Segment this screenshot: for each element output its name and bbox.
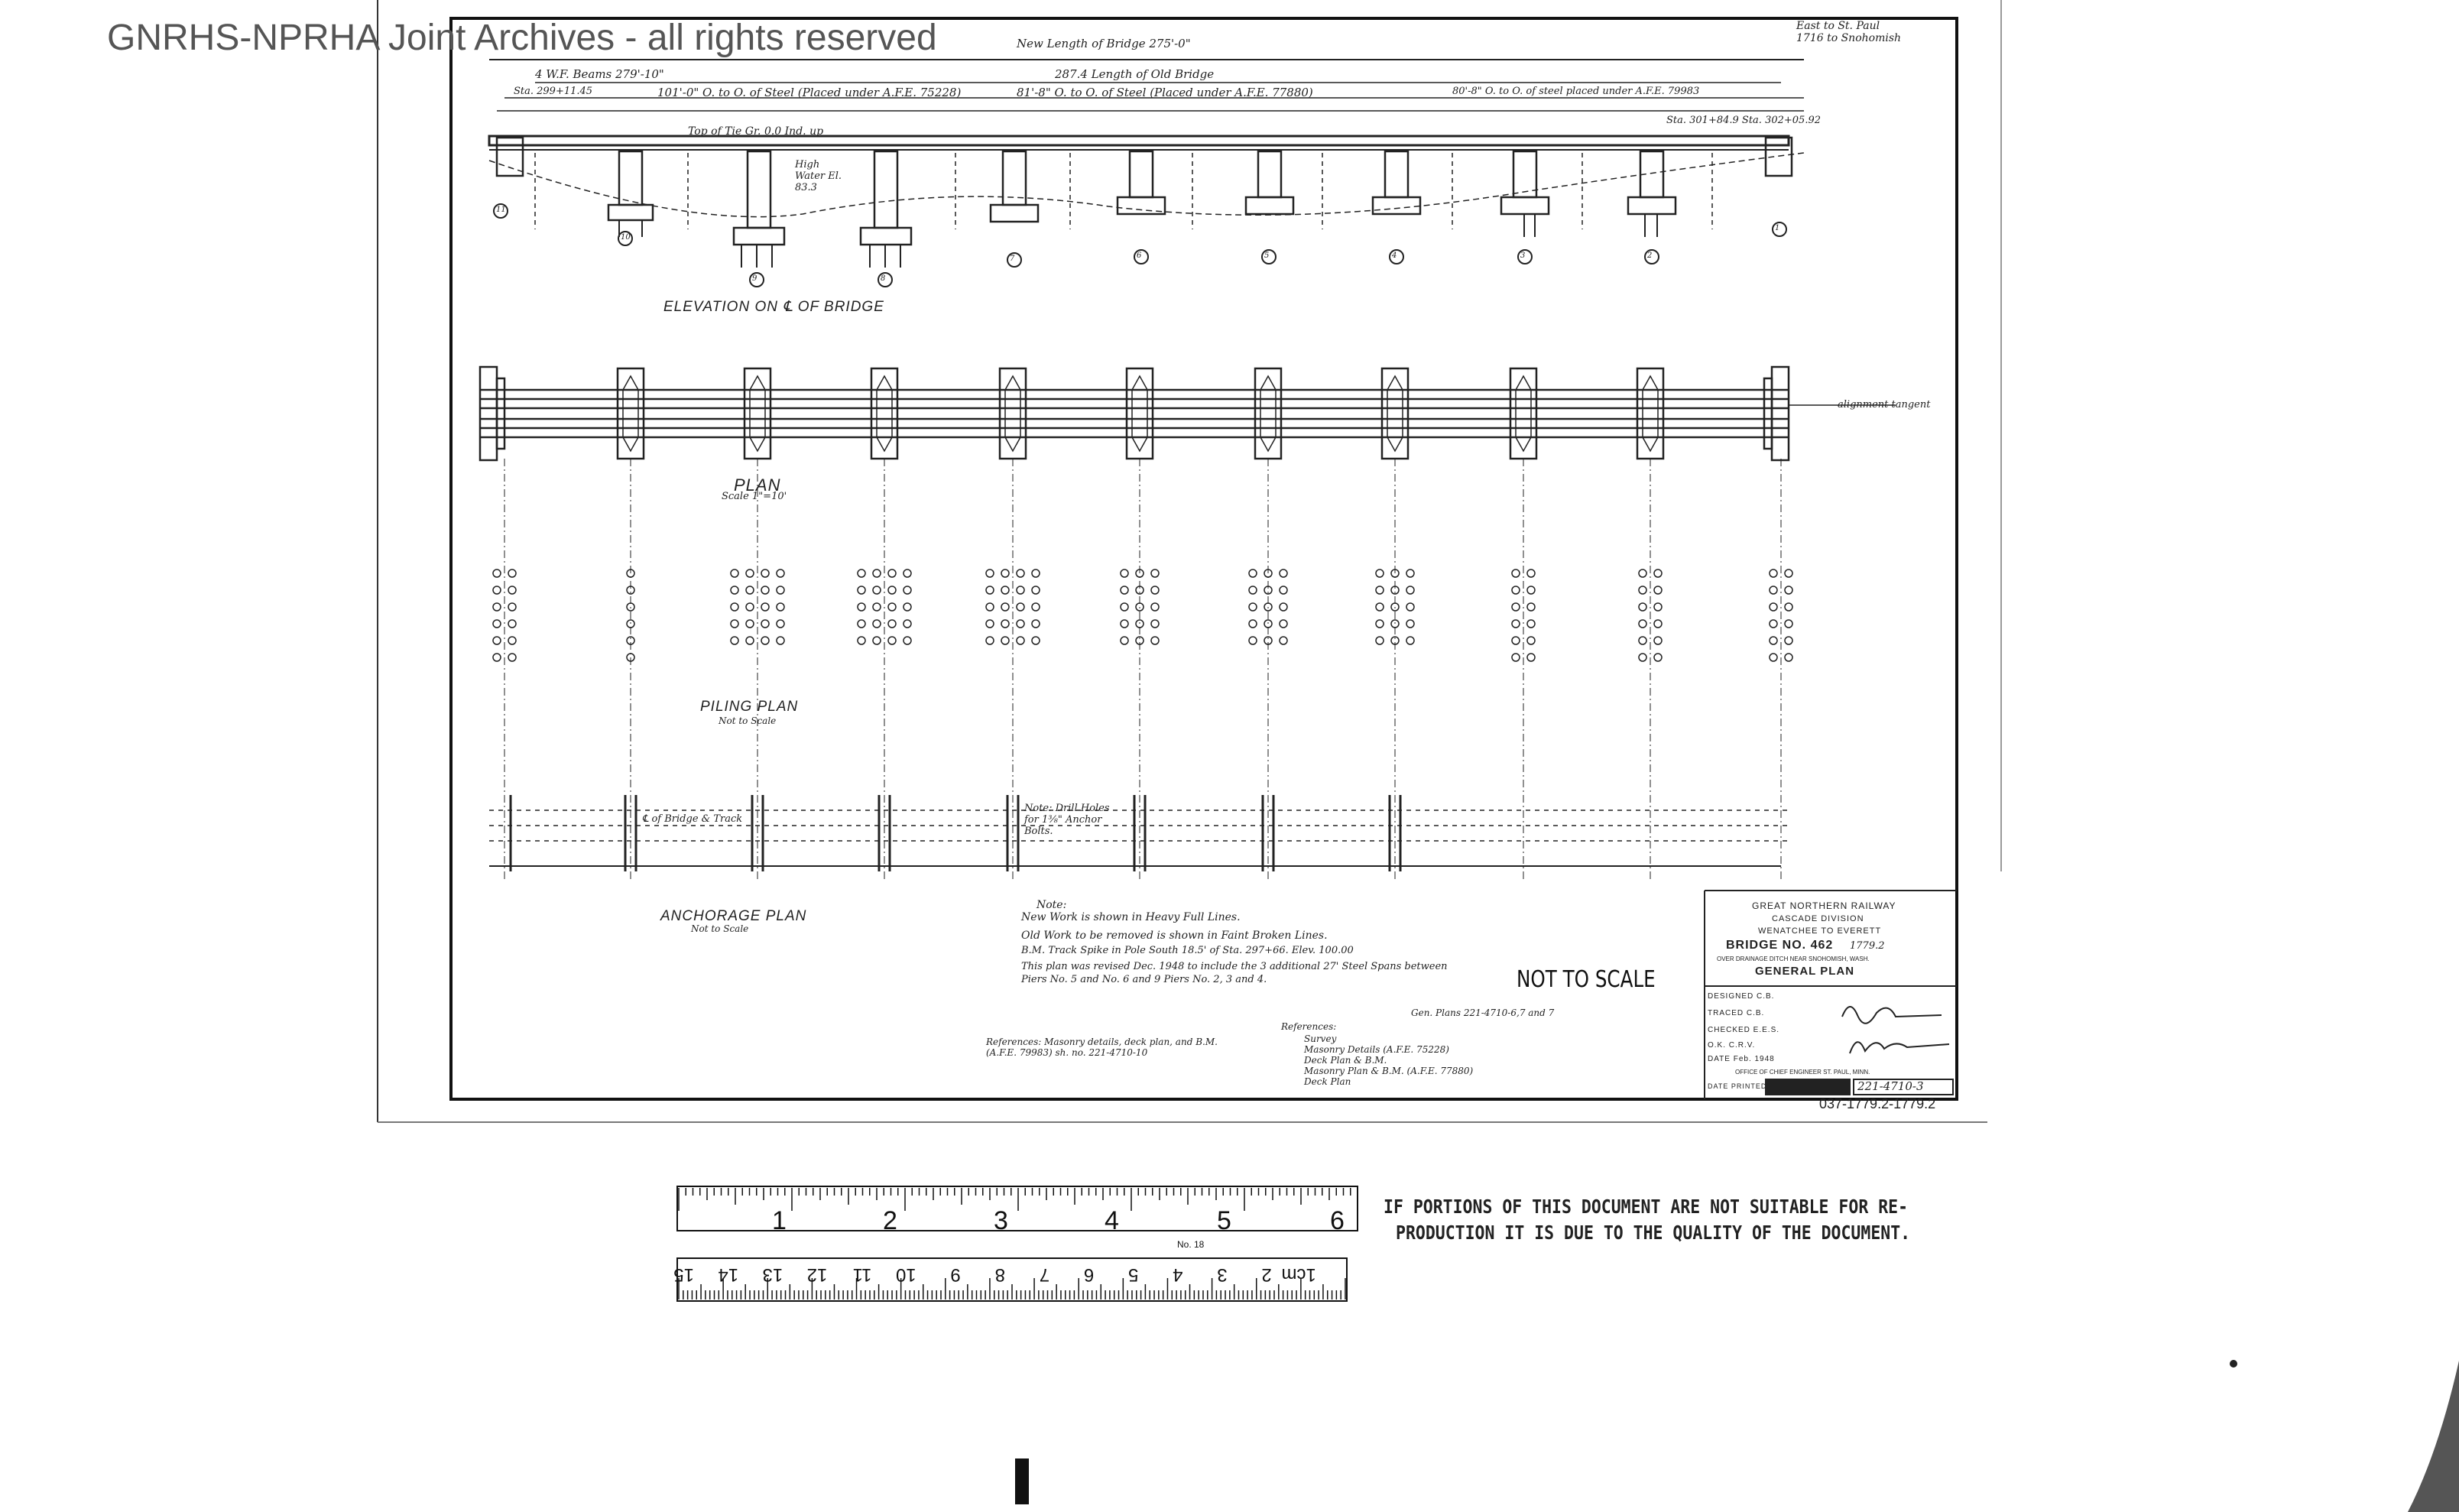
piling-plan-scale: Not to Scale	[719, 715, 777, 726]
ruler-cm-label: 15	[673, 1264, 694, 1285]
pier-number: 11	[496, 206, 506, 214]
ruler-cm-label: 6	[1083, 1264, 1095, 1285]
pier-number: 5	[1264, 251, 1270, 260]
ruler-cm-label: 2	[1261, 1264, 1272, 1285]
ruler-cm-label: 5	[1127, 1264, 1139, 1285]
ruler-inch-label: 6	[1330, 1206, 1345, 1235]
ruler-cm-label: 7	[1039, 1264, 1050, 1285]
steel-span-3: 80'-8" O. to O. of steel placed under A.F.E. 79983	[1452, 86, 1700, 97]
drawing-date: DATE Feb. 1948	[1708, 1055, 1775, 1063]
ruler-cm-label: 10	[895, 1264, 916, 1285]
date-printed-label: DATE PRINTED	[1708, 1082, 1767, 1090]
reference-item: Deck Plan	[1304, 1076, 1351, 1087]
pier-number: 2	[1647, 251, 1653, 260]
ruler-inch-label: 2	[883, 1206, 897, 1235]
anchorage-plan-title: ANCHORAGE PLAN	[660, 908, 807, 924]
not-to-scale-stamp: NOT TO SCALE	[1517, 966, 1656, 993]
anchorage-plan-scale: Not to Scale	[691, 923, 749, 934]
pier-number: 1	[1775, 224, 1780, 232]
new-length-label: New Length of Bridge 275'-0"	[1017, 37, 1191, 50]
note-new-work: New Work is shown in Heavy Full Lines.	[1021, 911, 1241, 923]
checked-by: CHECKED E.E.S.	[1708, 1026, 1780, 1034]
general-plan-label: GENERAL PLAN	[1755, 965, 1855, 978]
note-track-spike: B.M. Track Spike in Pole South 18.5' of Sta. 297+66. Elev. 100.00	[1021, 945, 1354, 956]
bridge-track-centerline: ℄ of Bridge & Track	[642, 813, 743, 825]
reference-item: Deck Plan & B.M.	[1304, 1055, 1387, 1066]
office-label: OFFICE OF CHIEF ENGINEER ST. PAUL, MINN.	[1735, 1069, 1870, 1076]
pier-number: 10	[621, 233, 631, 242]
plan-title: PLAN	[734, 475, 781, 495]
ok-by: O.K. C.R.V.	[1708, 1041, 1756, 1050]
high-water-label: High Water El. 83.3	[795, 159, 842, 193]
reference-sheets: Gen. Plans 221-4710-6,7 and 7	[1411, 1007, 1555, 1018]
ruler-cm-label: 12	[806, 1264, 828, 1285]
drawing-number: 221-4710-3	[1857, 1079, 1924, 1093]
ruler-mark: No. 18	[1177, 1239, 1205, 1250]
bridge-location: OVER DRAINAGE DITCH NEAR SNOHOMISH, WASH.	[1717, 956, 1870, 962]
quality-notice-line1: IF PORTIONS OF THIS DOCUMENT ARE NOT SUITABLE FOR RE-	[1384, 1196, 1909, 1218]
drill-holes-note: Note: Drill Holes for 1⅜" Anchor Bolts.	[1024, 803, 1110, 837]
station-left: Sta. 299+11.45	[514, 86, 593, 97]
top-of-tie-label: Top of Tie Gr. 0.0 Ind. up	[688, 125, 824, 138]
ruler-inch-label: 5	[1217, 1206, 1231, 1235]
steel-span-2: 81'-8" O. to O. of Steel (Placed under A.F.E. 77880)	[1017, 86, 1313, 99]
ruler-cm-label: 9	[950, 1264, 961, 1285]
reference-heading: References:	[1281, 1021, 1337, 1032]
pier-number: 7	[1010, 255, 1015, 263]
steel-span-1: 101'-0" O. to O. of Steel (Placed under A.F.E. 75228)	[657, 86, 962, 99]
alignment-tangent-label: alignment tangent	[1838, 399, 1931, 410]
ruler-cm-label: 8	[994, 1264, 1005, 1285]
traced-by: TRACED C.B.	[1708, 1009, 1765, 1017]
pier-number: 3	[1520, 251, 1526, 260]
beams-label: 4 W.F. Beams 279'-10"	[535, 67, 664, 81]
ruler-inch-label: 4	[1105, 1206, 1119, 1235]
document-id: 037-1779.2-1779.2	[1819, 1096, 1936, 1111]
ruler-cm-label: 11	[852, 1264, 872, 1285]
note-references: References: Masonry details, deck plan, and B.M. (A.F.E. 79983) sh. no. 221-4710-10	[986, 1037, 1218, 1058]
railway-name: GREAT NORTHERN RAILWAY	[1752, 900, 1896, 911]
bridge-number-suffix: 1779.2	[1850, 940, 1885, 952]
pier-number: 9	[752, 274, 757, 283]
reference-item: Survey	[1304, 1033, 1337, 1044]
elevation-title: ELEVATION ON ℄ OF BRIDGE	[663, 299, 884, 315]
ruler-cm-label: 1cm	[1281, 1264, 1316, 1285]
east-direction: East to St. Paul 1716 to Snohomish	[1796, 20, 1902, 44]
quality-notice-line2: PRODUCTION IT IS DUE TO THE QUALITY OF THE DOCUMENT.	[1396, 1222, 1911, 1244]
reference-item: Masonry Plan & B.M. (A.F.E. 77880)	[1304, 1066, 1474, 1076]
old-length-label: 287.4 Length of Old Bridge	[1055, 67, 1215, 81]
reference-item: Masonry Details (A.F.E. 75228)	[1304, 1044, 1449, 1055]
division-name: CASCADE DIVISION	[1772, 914, 1864, 923]
ruler-cm-label: 3	[1217, 1264, 1228, 1285]
bridge-number: BRIDGE NO. 462	[1726, 939, 1834, 952]
ruler-inch-label: 3	[994, 1206, 1008, 1235]
note-old-work: Old Work to be removed is shown in Faint Broken Lines.	[1021, 930, 1328, 942]
ruler-inch-label: 1	[772, 1206, 787, 1235]
pier-number: 4	[1392, 251, 1397, 260]
archive-watermark: GNRHS-NPRHA Joint Archives - all rights reserved	[107, 18, 937, 58]
pier-number: 8	[881, 274, 886, 283]
notes-heading: Note:	[1036, 899, 1067, 911]
designed-by: DESIGNED C.B.	[1708, 992, 1775, 1001]
plan-scale: Scale 1"=10'	[722, 491, 787, 502]
station-right: Sta. 301+84.9 Sta. 302+05.92	[1666, 115, 1821, 126]
pier-number: 6	[1137, 251, 1142, 260]
ruler-cm-label: 4	[1173, 1264, 1183, 1285]
piling-plan-title: PILING PLAN	[700, 699, 799, 715]
ruler-cm-label: 13	[762, 1264, 783, 1285]
route-name: WENATCHEE TO EVERETT	[1758, 926, 1882, 936]
note-revised: This plan was revised Dec. 1948 to include the 3 additional 27' Steel Spans between Piers No. 5 and No. 6 and 9 Piers No. 2, 3 and 4.	[1021, 961, 1448, 985]
ruler-cm-label: 14	[718, 1264, 739, 1285]
